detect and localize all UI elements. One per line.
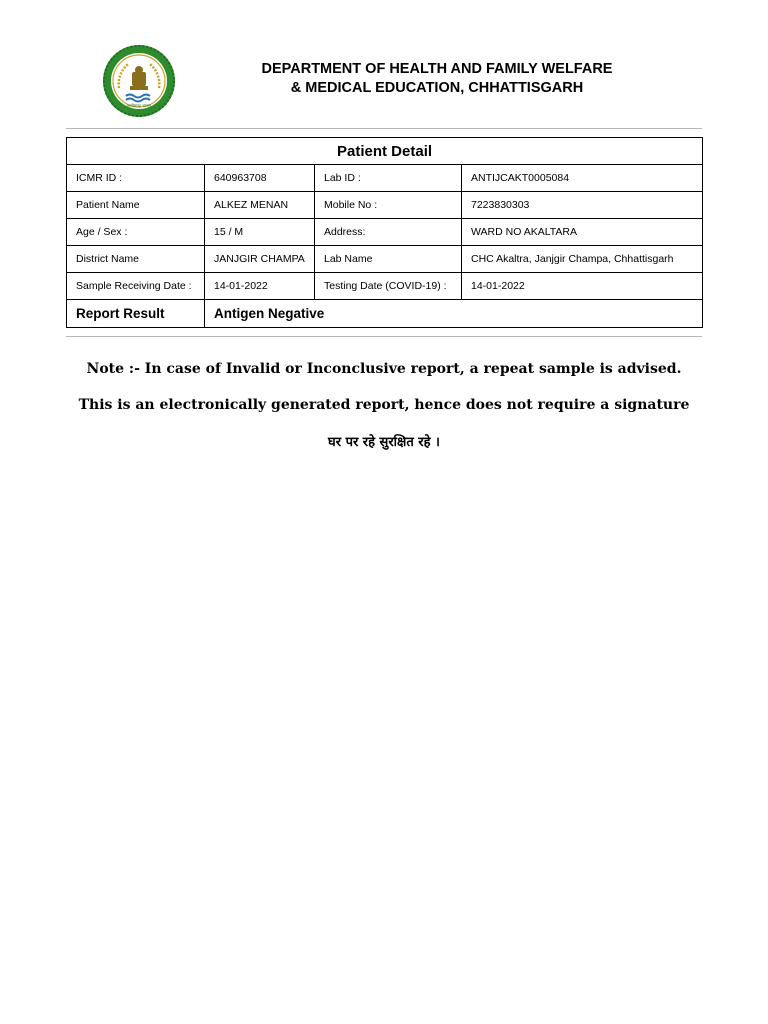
department-title	[200, 60, 674, 98]
address-label: Address:	[315, 219, 462, 246]
report-result-label: Report Result	[67, 300, 205, 328]
lab-name-label: Lab Name	[315, 246, 462, 273]
department-line-1: DEPARTMENT OF HEALTH AND FAMILY WELFARE	[261, 61, 613, 77]
icmr-id-label: ICMR ID :	[67, 165, 205, 192]
sample-date-value: 14-01-2022	[205, 273, 315, 300]
lab-name-value: CHC Akaltra, Janjgir Champa, Chhattisgarh	[462, 246, 703, 273]
emblem-text: छत्तीसगढ़ शासन	[127, 103, 151, 108]
table-row	[67, 273, 703, 300]
table-row	[67, 192, 703, 219]
divider-bottom	[66, 336, 702, 337]
address-value: WARD NO AKALTARA	[462, 219, 703, 246]
age-sex-label: Age / Sex :	[67, 219, 205, 246]
table-row	[67, 246, 703, 273]
patient-name-label: Patient Name	[67, 192, 205, 219]
mobile-label: Mobile No :	[315, 192, 462, 219]
district-label: District Name	[67, 246, 205, 273]
table-row	[67, 165, 703, 192]
department-line-2: & MEDICAL EDUCATION, CHHATTISGARH	[290, 80, 584, 96]
patient-name-value: ALKEZ MENAN	[205, 192, 315, 219]
state-emblem-logo	[102, 44, 176, 118]
patient-detail-title: Patient Detail	[67, 138, 703, 165]
testing-date-value: 14-01-2022	[462, 273, 703, 300]
testing-date-label: Testing Date (COVID-19) :	[315, 273, 462, 300]
table-row	[67, 219, 703, 246]
lab-id-value: ANTIJCAKT0005084	[462, 165, 703, 192]
mobile-value: 7223830303	[462, 192, 703, 219]
note-electronic-report: This is an electronically generated report, hence does not require a signature	[78, 397, 690, 413]
patient-detail-table	[66, 137, 703, 328]
note-repeat-sample: Note :- In case of Invalid or Inconclusive report, a repeat sample is advised.	[86, 361, 682, 377]
district-value: JANJGIR CHAMPA	[205, 246, 315, 273]
sample-date-label: Sample Receiving Date :	[67, 273, 205, 300]
note-stay-home-hindi: घर पर रहे सुरक्षित रहे ।	[328, 435, 440, 450]
icmr-id-value: 640963708	[205, 165, 315, 192]
lab-id-label: Lab ID :	[315, 165, 462, 192]
age-sex-value: 15 / M	[205, 219, 315, 246]
report-result-row	[67, 300, 703, 328]
report-result-value: Antigen Negative	[205, 300, 703, 328]
divider-top	[66, 128, 702, 129]
